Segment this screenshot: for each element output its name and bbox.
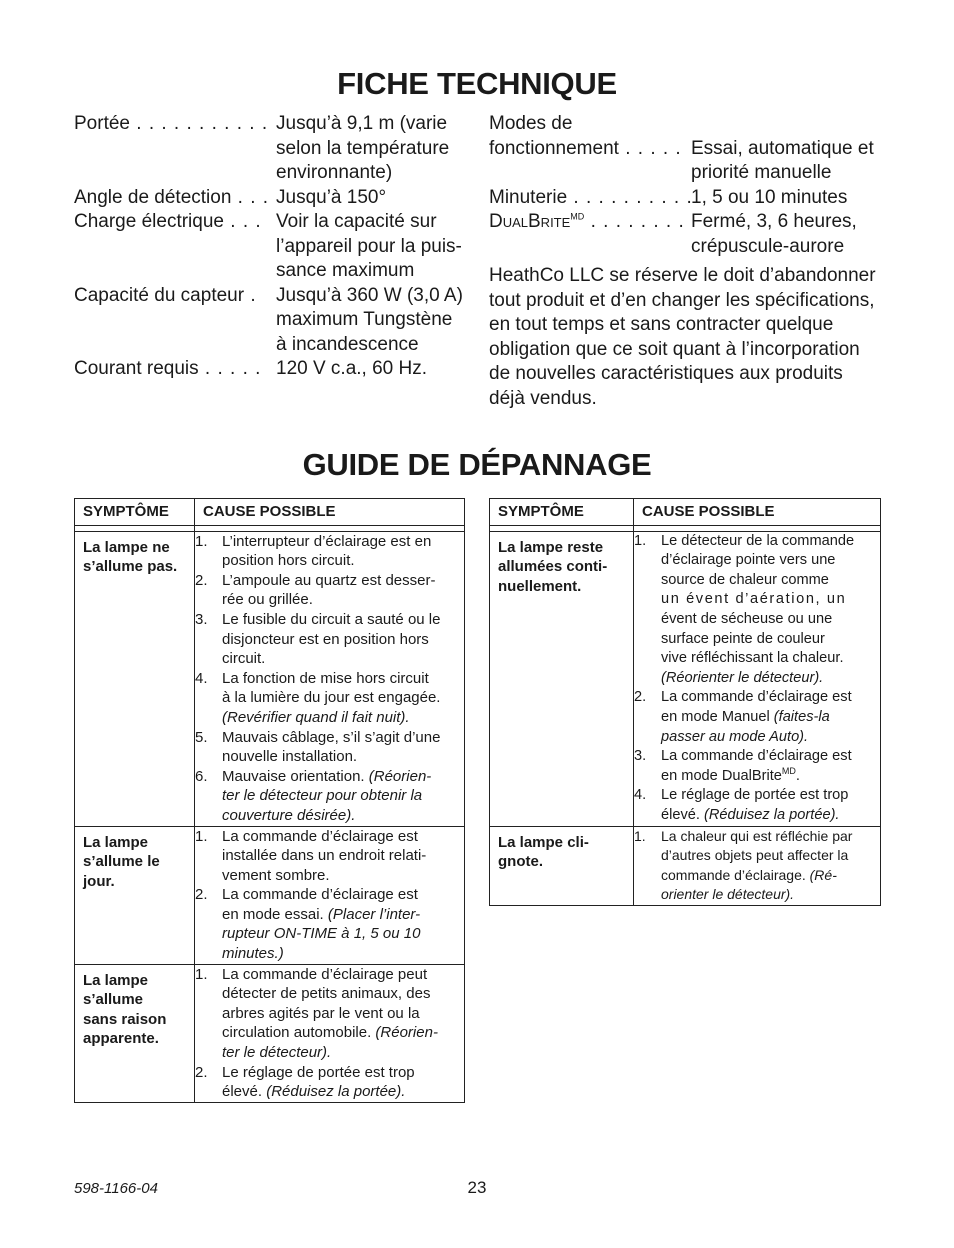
- spec-label-angle: Angle de détection . . .: [74, 186, 270, 208]
- list-item: 1. Le détecteur de la commande d’éclairage pointe vers une source de chaleur comme un évent d’aération, un évent de sécheuse ou une surface peinte de couleur vive réfléchissant la chaleur. (Réorienter le détecteur).: [634, 532, 855, 686]
- troubleshooting-table-left: [74, 498, 465, 1103]
- cause-header: CAUSE POSSIBLE: [634, 499, 881, 526]
- cause-header: CAUSE POSSIBLE: [195, 499, 465, 526]
- cause-cell: [195, 826, 465, 964]
- table-header: [75, 499, 465, 526]
- spec-value-dualbrite: Fermé, 3, 6 heures, crépuscule-aurore: [691, 211, 857, 257]
- list-item: 5. Mauvais câblage, s’il s’agit d’une nouvelle installation.: [195, 728, 441, 766]
- cause-cell: [634, 826, 881, 905]
- spec-value-portee: Jusqu’à 9,1 m (varie selon la température environnante): [276, 113, 450, 183]
- spec-value-minuterie: 1, 5 ou 10 minutes: [691, 186, 848, 208]
- fiche-technique-title: FICHE TECHNIQUE: [337, 66, 617, 101]
- spec-label-portee: Portée . . . . . . . . . . .: [74, 113, 269, 134]
- document-code: 598-1166-04: [74, 1180, 158, 1197]
- list-item: 3. La commande d’éclairage est en mode DualBrite$^{MD}$.: [634, 748, 852, 784]
- spec-label-capacite: Capacité du capteur .: [74, 284, 257, 306]
- table-row: [490, 826, 881, 905]
- spec-label-modes: Modes de: [489, 113, 573, 134]
- symptom-cell: La lampe reste allumées conti- nuellement.: [490, 531, 634, 826]
- symptom-header: SYMPTÔME: [490, 499, 634, 526]
- spec-label-charge: Charge électrique . . .: [74, 211, 262, 232]
- list-item: 2. L’ampoule au quartz est desser- rée ou grillée.: [195, 571, 436, 609]
- spec-value-charge: Voir la capacité sur l’appareil pour la puis- sance maximum: [276, 211, 462, 281]
- table-row: [490, 531, 881, 826]
- list-item: 2. La commande d’éclairage est en mode Manuel (faites-la passer au mode Auto).: [634, 689, 852, 745]
- list-item: 4. Le réglage de portée est trop élevé. (Réduisez la portée).: [634, 787, 849, 823]
- spec-label-courant: Courant requis . . . . .: [74, 358, 262, 379]
- guide-depannage-title: GUIDE DE DÉPANNAGE: [302, 447, 652, 482]
- spec-label-dualbrite: DualBrite$^{MD}$ . . . . . . . .: [489, 211, 685, 232]
- list-item: 1. La commande d’éclairage peut détecter de petits animaux, des arbres agités par le vent ou la circulation automobile. (Réorien- ter le détecteur).: [195, 965, 438, 1062]
- table-row: [75, 531, 465, 826]
- list-item: 2. Le réglage de portée est trop élevé. (Réduisez la portée).: [195, 1063, 415, 1101]
- symptom-header: SYMPTÔME: [75, 499, 195, 526]
- spec-value-courant: 120 V c.a., 60 Hz.: [276, 358, 428, 379]
- table-row: [75, 826, 465, 964]
- spec-label-modes-2: fonctionnement . . . . .: [489, 137, 682, 159]
- table-row: [75, 964, 465, 1102]
- list-item: 1. L’interrupteur d’éclairage est en position hors circuit.: [195, 532, 432, 570]
- symptom-cell: La lampe ne s’allume pas.: [75, 531, 195, 826]
- cause-cell: [195, 531, 465, 826]
- page-number: 23: [467, 1178, 487, 1197]
- list-item: 2. La commande d’éclairage est en mode essai. (Placer l’inter- rupteur ON-TIME à 1, 5 ou 10 minutes.): [195, 886, 421, 963]
- symptom-cell: La lampe cli- gnote.: [490, 826, 634, 905]
- cause-cell: [634, 531, 881, 826]
- list-item: 1. La commande d’éclairage est installée dans un endroit relati- vement sombre.: [195, 827, 427, 884]
- troubleshooting-table-right: [489, 498, 881, 906]
- cause-cell: [195, 964, 465, 1102]
- list-item: 3. Le fusible du circuit a sauté ou le disjoncteur est en position hors circuit.: [195, 610, 441, 668]
- spec-value-modes: Essai, automatique et priorité manuelle: [691, 137, 874, 183]
- list-item: 6. Mauvaise orientation. (Réorien- ter le détecteur pour obtenir la couverture désirée).: [195, 767, 432, 824]
- spec-list-right: [489, 112, 889, 262]
- spec-value-angle: Jusqu’à 150°: [276, 186, 387, 208]
- list-item: 4. La fonction de mise hors circuit à la lumière du jour est engagée. (Revérifier quand il fait nuit).: [195, 669, 441, 726]
- spec-value-capacite: Jusqu’à 360 W (3,0 A) maximum Tungstène à incandescence: [276, 284, 463, 355]
- symptom-cell: La lampe s’allume le jour.: [75, 826, 195, 964]
- symptom-cell: La lampe s’allume sans raison apparente.: [75, 964, 195, 1102]
- spec-label-minuterie: Minuterie . . . . . . . . . .: [489, 186, 693, 208]
- table-header: [490, 499, 881, 526]
- spec-list-left: [74, 112, 474, 382]
- manufacturer-notice: HeathCo LLC se réserve le doit d’abandonner tout produit et d’en changer les spécifications, en tout temps et sans contracter quelque obligation que ce soit quant à l’incorporation de nouvelles caractéristiques aux produits déjà vendus.: [489, 265, 876, 409]
- list-item: 1. La chaleur qui est réfléchie par d’autres objets peut affecter la commande d’éclairage. (Ré- orienter le détecteur).: [634, 827, 853, 903]
